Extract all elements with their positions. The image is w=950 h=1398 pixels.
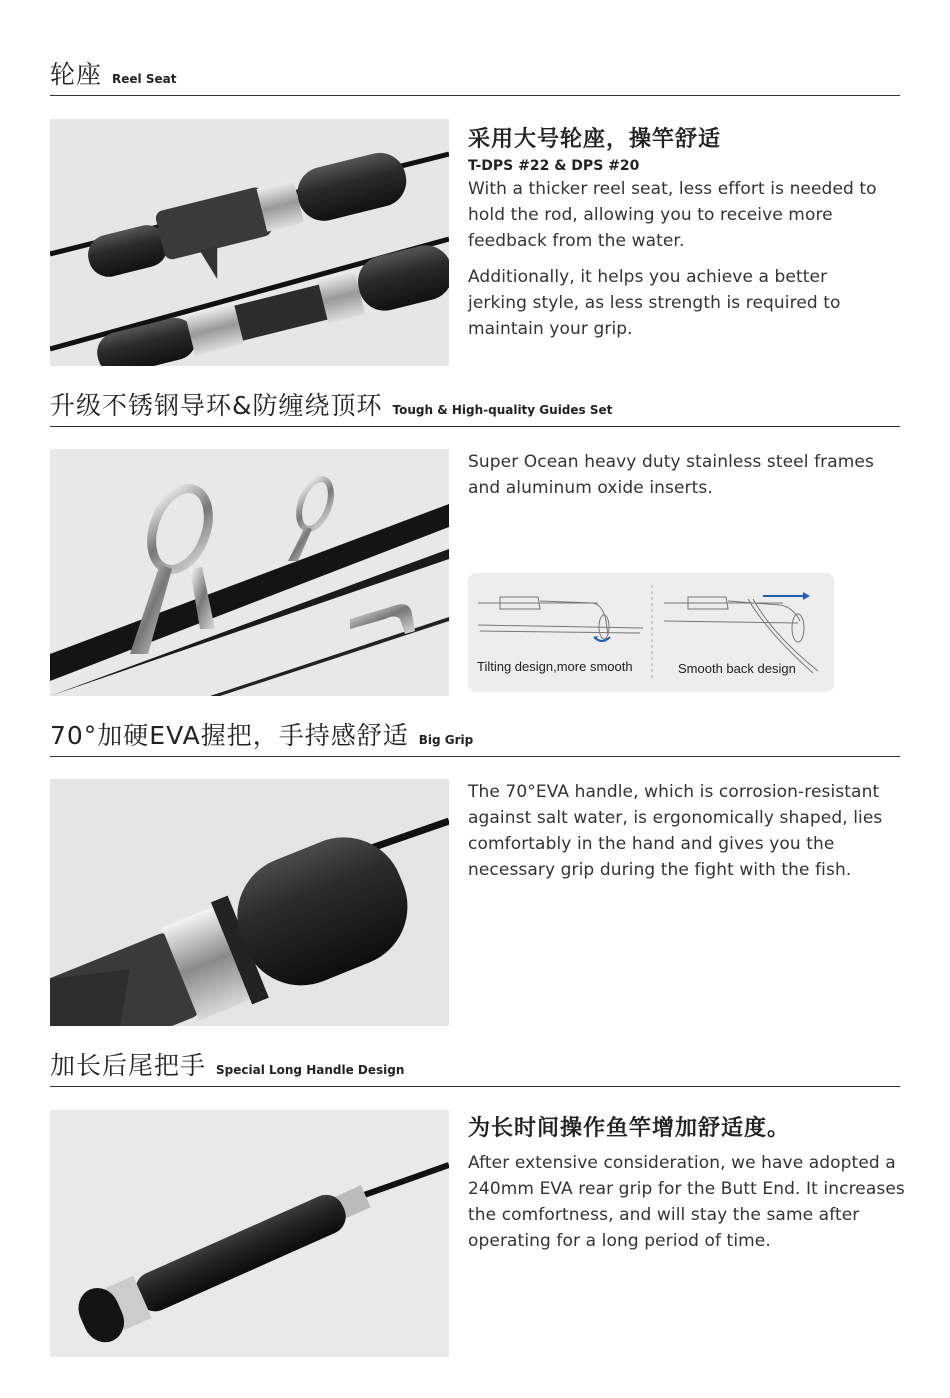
section-title-en: Tough & High-quality Guides Set [392, 403, 613, 417]
section-title-en: Special Long Handle Design [216, 1063, 405, 1077]
long-handle-photo [50, 1110, 449, 1357]
guides-paragraph-1: Super Ocean heavy duty stainless steel frames and aluminum oxide inserts. [468, 452, 874, 498]
section-title-en: Big Grip [418, 733, 474, 747]
diagram-left-caption: Tilting design,more smooth [477, 659, 633, 674]
section-title-zh: 70°加硬EVA握把，手持感舒适 [50, 721, 409, 750]
section-title-zh: 升级不锈钢导环&防缠绕顶环 [50, 391, 383, 420]
reel-seat-paragraph-2: Additionally, it helps you achieve a better jerking style, as less strength is required to maintain your grip. [468, 267, 841, 340]
grip-photo [50, 779, 449, 1026]
guide-diagram [468, 573, 834, 692]
section-title-en: Reel Seat [112, 72, 177, 86]
long-handle-heading: 为长时间操作鱼竿增加舒适度。 [468, 1116, 791, 1141]
reel-seat-photo [50, 119, 449, 366]
section-header-guides [50, 393, 900, 427]
grip-description [468, 779, 908, 883]
long-handle-paragraph-1: After extensive consideration, we have adopted a 240mm EVA rear grip for the Butt End. It increases the comfortness, and will stay the same after operating for a long period of time. [468, 1152, 905, 1251]
grip-paragraph-1: The 70°EVA handle, which is corrosion-resistant against salt water, is ergonomically shaped, lies comfortably in the hand and gives you the necessary grip during the fight with the fish. [468, 782, 883, 880]
guides-description [468, 449, 908, 501]
section-title-zh: 轮座 [50, 60, 103, 89]
section-header-long-handle [50, 1053, 900, 1087]
reel-seat-model: T-DPS #22 & DPS #20 [468, 157, 640, 174]
section-header-grip [50, 723, 900, 757]
guides-photo [50, 449, 449, 696]
section-title-zh: 加长后尾把手 [50, 1051, 207, 1080]
reel-seat-paragraph-1: With a thicker reel seat, less effort is needed to hold the rod, allowing you to receive more feedback from the water. [468, 179, 877, 252]
diagram-right-caption: Smooth back design [678, 661, 796, 676]
long-handle-description [468, 1115, 908, 1254]
reel-seat-heading: 采用大号轮座，操竿舒适 [468, 127, 722, 152]
section-header-reel-seat [50, 62, 900, 96]
reel-seat-description [468, 126, 908, 342]
